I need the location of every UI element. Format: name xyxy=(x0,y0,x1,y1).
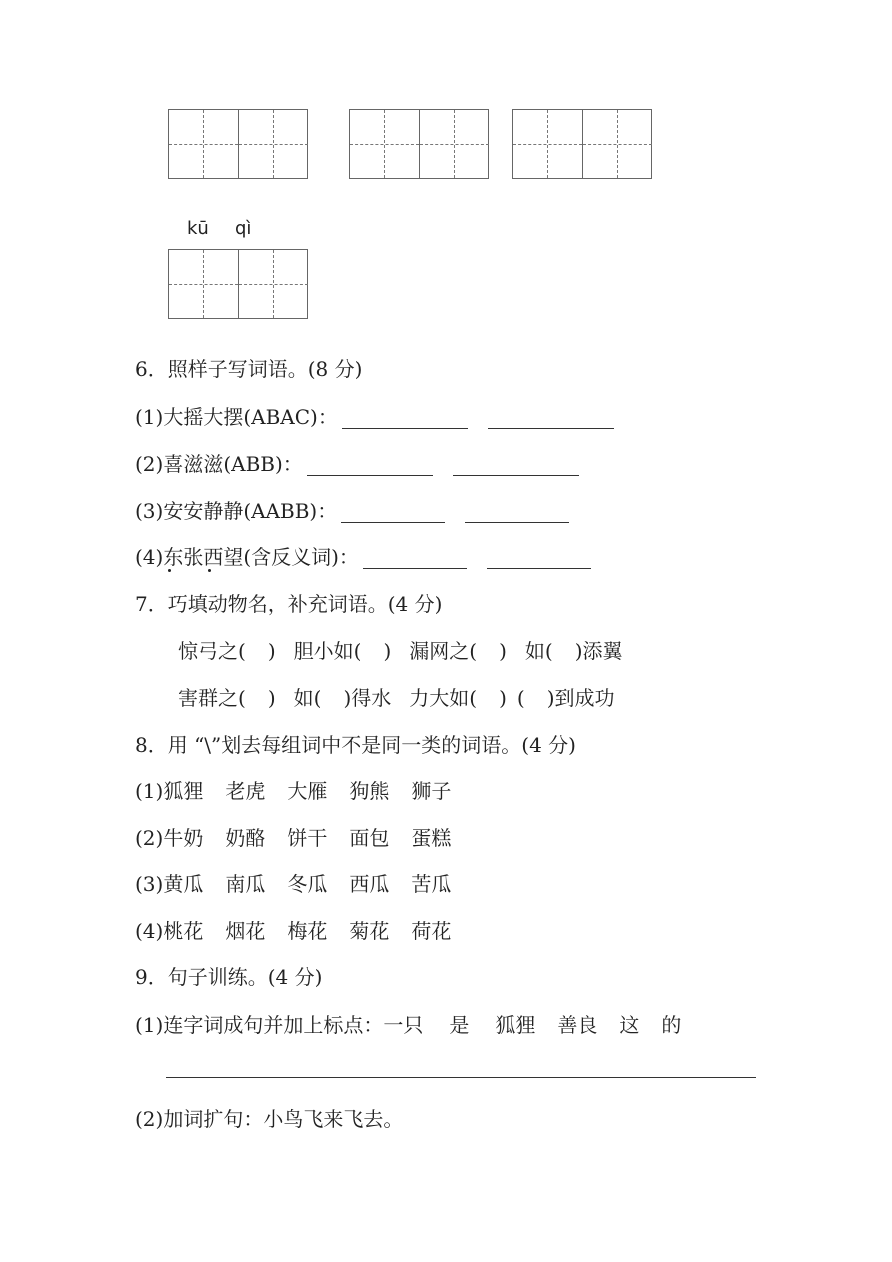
word: 是 xyxy=(449,1013,470,1037)
answer-blank[interactable] xyxy=(487,548,591,569)
fill-text: 如( xyxy=(524,639,553,663)
word[interactable]: 老虎 xyxy=(225,779,266,803)
fill-text: ) xyxy=(499,639,507,663)
group-label: (1) xyxy=(135,779,164,803)
word[interactable]: 南瓜 xyxy=(225,872,266,896)
word[interactable]: 梅花 xyxy=(287,919,328,943)
word[interactable]: 狗熊 xyxy=(349,779,390,803)
q6-item-1-label: (1)大摇大摆(ABAC)： xyxy=(135,405,338,429)
answer-blank[interactable] xyxy=(488,408,614,429)
q9-item-2: (2)加词扩句：小鸟飞来飞去。 xyxy=(135,1107,404,1131)
word[interactable]: 狐狸 xyxy=(163,779,204,803)
group-label: (2) xyxy=(135,826,164,850)
word[interactable]: 奶酪 xyxy=(225,826,266,850)
word[interactable]: 西瓜 xyxy=(349,872,390,896)
answer-blank[interactable] xyxy=(342,408,468,429)
fill-text: 惊弓之( xyxy=(178,639,246,663)
word[interactable]: 饼干 xyxy=(287,826,328,850)
q8-group-3 xyxy=(135,872,451,896)
emphasis-dot xyxy=(168,569,171,572)
q8-group-2 xyxy=(135,826,451,850)
word: 这 xyxy=(619,1013,640,1037)
word[interactable]: 桃花 xyxy=(163,919,204,943)
q9-item-1-label: (1)连字词成句并加上标点： xyxy=(135,1013,384,1037)
q9-item-1 xyxy=(135,1013,681,1037)
q6-item-2-label: (2)喜滋滋(ABB)： xyxy=(135,452,303,476)
fill-text: ( xyxy=(516,686,525,710)
q6-item-4 xyxy=(135,545,591,569)
q6-item-4-label: (4)东张西望(含反义词)： xyxy=(135,545,359,569)
word: 一只 xyxy=(383,1013,424,1037)
writing-grid[interactable] xyxy=(168,109,308,179)
fill-text: )得水 xyxy=(343,686,392,710)
word: 的 xyxy=(661,1013,682,1037)
answer-blank[interactable] xyxy=(307,455,433,476)
question-8-title: 8．用 “\”划去每组词中不是同一类的词语。(4 分) xyxy=(135,733,576,757)
group-label: (4) xyxy=(135,919,164,943)
word[interactable]: 狮子 xyxy=(411,779,452,803)
fill-text: )添翼 xyxy=(574,639,623,663)
writing-grid[interactable] xyxy=(349,109,489,179)
pinyin-qi: qì xyxy=(235,218,252,239)
fill-text: 漏网之( xyxy=(409,639,478,663)
word[interactable]: 苦瓜 xyxy=(411,872,452,896)
fill-text: 害群之( xyxy=(178,686,246,710)
answer-blank[interactable] xyxy=(363,548,467,569)
fill-text: ) xyxy=(499,686,507,710)
group-label: (3) xyxy=(135,872,164,896)
fill-text: ) xyxy=(383,639,392,663)
q8-group-4 xyxy=(135,919,451,943)
q6-item-3 xyxy=(135,499,569,523)
pinyin-ku: kū xyxy=(187,218,209,239)
word: 狐狸 xyxy=(495,1013,536,1037)
question-9-title: 9．句子训练。(4 分) xyxy=(135,965,323,989)
word[interactable]: 牛奶 xyxy=(163,826,204,850)
word: 善良 xyxy=(557,1013,598,1037)
word[interactable]: 面包 xyxy=(349,826,390,850)
question-6-title: 6．照样子写词语。(8 分) xyxy=(135,357,363,381)
word[interactable]: 菊花 xyxy=(349,919,390,943)
answer-blank[interactable] xyxy=(453,455,579,476)
fill-text: )到成功 xyxy=(546,686,615,710)
word[interactable]: 黄瓜 xyxy=(163,872,204,896)
fill-text: ) xyxy=(267,639,276,663)
writing-grid[interactable] xyxy=(512,109,652,179)
word[interactable]: 蛋糕 xyxy=(411,826,452,850)
question-7-title: 7．巧填动物名，补充词语。(4 分) xyxy=(135,592,443,616)
word[interactable]: 冬瓜 xyxy=(287,872,328,896)
q8-group-1 xyxy=(135,779,451,803)
q7-row-1 xyxy=(178,639,623,663)
fill-text: 力大如( xyxy=(409,686,478,710)
fill-text: ) xyxy=(267,686,276,710)
word[interactable]: 烟花 xyxy=(225,919,266,943)
word[interactable]: 荷花 xyxy=(411,919,452,943)
q6-item-2 xyxy=(135,452,579,476)
answer-blank[interactable] xyxy=(341,502,445,523)
emphasis-dot xyxy=(208,569,211,572)
writing-grid-kuqi[interactable] xyxy=(168,249,308,319)
q6-item-1 xyxy=(135,405,614,429)
fill-text: 如( xyxy=(293,686,322,710)
answer-line[interactable] xyxy=(166,1077,756,1078)
fill-text: 胆小如( xyxy=(293,639,362,663)
q7-row-2 xyxy=(178,686,615,710)
answer-blank[interactable] xyxy=(465,502,569,523)
word[interactable]: 大雁 xyxy=(287,779,328,803)
q6-item-3-label: (3)安安静静(AABB)： xyxy=(135,499,338,523)
